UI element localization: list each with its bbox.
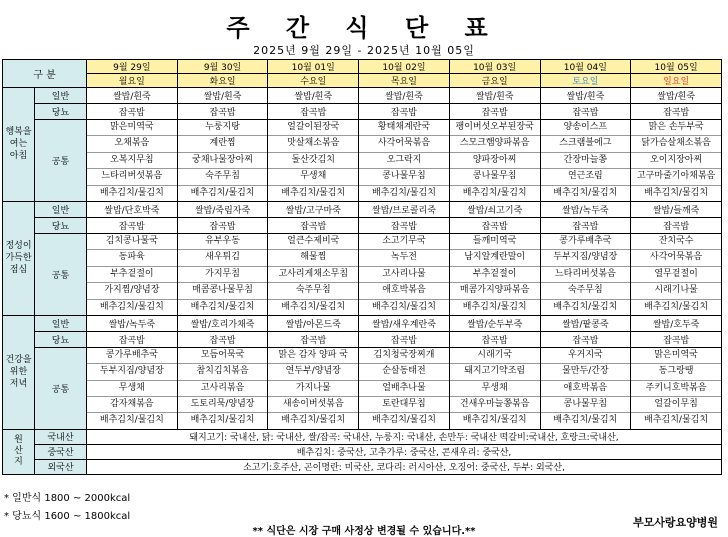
menu-item: 부추겉절이 [87, 267, 177, 283]
china-origin-text: 배추김치: 중국산, 고추가루: 중국산, 콘새우리: 중국산, [87, 444, 722, 459]
menu-item: 쌀밥/단호박죽 [87, 201, 178, 217]
day-header: 수요일 [268, 74, 359, 88]
hospital-name: 부모사랑요양병원 [632, 516, 718, 529]
day-header: 월요일 [87, 74, 178, 88]
menu-item: 소고기무국 [359, 234, 449, 250]
diabetic-label: 당뇨 [35, 104, 87, 120]
menu-item: 들깨미역국 [450, 234, 540, 250]
menu-item: 배추김치/물김치 [99, 301, 164, 312]
menu-item: 배추김치/물김치 [190, 301, 255, 312]
menu-item: 숙주무침 [541, 283, 631, 299]
menu-item: 배추김치/물김치 [99, 187, 164, 198]
menu-item: 잡곡밥 [87, 104, 178, 120]
common-label: 공통 [35, 347, 87, 429]
menu-item: 잡곡밥 [268, 104, 359, 120]
menu-item: 시래기나물 [631, 283, 721, 299]
menu-item: 잡곡밥 [631, 104, 722, 120]
menu-item: 고구마줄기아채볶음 [631, 169, 721, 185]
menu-item: 두부지짐/양념장 [87, 364, 177, 380]
menu-item: 부추겉절이 [450, 267, 540, 283]
menu-item: 잡곡밥 [87, 217, 178, 233]
menu-item: 잡곡밥 [177, 331, 268, 347]
general-calorie-note: * 일반식 1800 ~ 2000kcal [4, 493, 131, 504]
foreign-origin-label: 외국산 [35, 459, 87, 474]
menu-item: 맑은미역국 [631, 348, 721, 364]
menu-item: 황태채계란국 [359, 120, 449, 136]
menu-item: 오이지장아찌 [631, 153, 721, 169]
menu-item: 양파장아찌 [450, 153, 540, 169]
menu-item: 얼배추나물 [359, 381, 449, 397]
menu-item: 느타리버섯볶음 [87, 169, 177, 185]
menu-item: 배추김치/물김치 [462, 415, 527, 426]
menu-item: 잡곡밥 [540, 331, 631, 347]
menu-item: 오그락지 [359, 153, 449, 169]
menu-item: 오채볶음 [87, 136, 177, 152]
menu-item: 잡곡밥 [631, 217, 722, 233]
menu-item: 연근조림 [541, 169, 631, 185]
menu-cell [359, 233, 450, 315]
menu-item: 쌀밥/흰죽 [449, 88, 540, 104]
menu-item: 누룽지탕 [178, 120, 268, 136]
date-header: 9월 29일 [87, 60, 178, 74]
menu-item: 쌀밥/고구마죽 [268, 201, 359, 217]
menu-item: 배추김치/물김치 [372, 301, 436, 312]
menu-item: 배추김치/물김치 [553, 187, 618, 198]
menu-item: 동그랑땡 [631, 364, 721, 380]
domestic-origin-text: 돼지고기: 국내산, 닭: 국내산, 쌀/잡곡: 국내산, 누룽지: 국내산, 손만두: 국내산 떡갈비:국내산, 호랑크:국내산, [87, 429, 722, 444]
menu-item: 김치콩나물국 [87, 234, 177, 250]
menu-cell [631, 233, 722, 315]
menu-item: 쌀밥/흰죽 [359, 88, 450, 104]
menu-cell [87, 233, 178, 315]
menu-cell [449, 120, 540, 202]
menu-item: 잔치국수 [631, 234, 721, 250]
menu-cell [268, 120, 359, 202]
menu-item: 배추김치/물김치 [644, 301, 709, 312]
menu-cell [268, 233, 359, 315]
menu-item: 쌀밥/흰죽 [87, 88, 178, 104]
page-title: 주 간 식 단 표 [226, 14, 502, 42]
date-header: 10월 04일 [540, 60, 631, 74]
menu-item: 양송이스프 [541, 120, 631, 136]
menu-item: 배추김치/물김치 [553, 415, 618, 426]
menu-item: 쌀밥/호두죽 [631, 315, 722, 331]
date-header: 9월 30일 [177, 60, 268, 74]
menu-item: 계란찜 [178, 136, 268, 152]
menu-item: 돼지고기약조림 [450, 364, 540, 380]
menu-item: 쌀밥/녹두죽 [540, 201, 631, 217]
menu-item: 잡곡밥 [268, 217, 359, 233]
menu-item: 쌀밥/아몬드죽 [268, 315, 359, 331]
menu-item: 감자채볶음 [87, 397, 177, 413]
menu-item: 배추김치/물김치 [190, 415, 255, 426]
menu-item: 배추김치/물김치 [281, 301, 346, 312]
diabetic-calorie-note: * 당뇨식 1600 ~ 1800kcal [4, 511, 131, 522]
menu-item: 잡곡밥 [359, 217, 450, 233]
menu-cell [449, 233, 540, 315]
day-header: 금요일 [449, 74, 540, 88]
menu-item: 잡곡밥 [449, 331, 540, 347]
menu-item: 남지알계란말이 [450, 250, 540, 266]
menu-item: 토란대무침 [359, 397, 449, 413]
menu-cell [359, 120, 450, 202]
menu-item: 가지무침 [178, 267, 268, 283]
menu-item: 참치김치볶음 [178, 364, 268, 380]
menu-cell [449, 347, 540, 429]
menu-item: 순살동태전 [359, 364, 449, 380]
menu-item: 유부우동 [178, 234, 268, 250]
menu-item: 새송이버섯볶음 [268, 397, 358, 413]
menu-item: 무생채 [450, 381, 540, 397]
diabetic-label: 당뇨 [35, 217, 87, 233]
menu-item: 쌀밥/흰죽 [177, 88, 268, 104]
day-header: 일요일 [631, 74, 722, 88]
menu-item: 연두부/양념장 [268, 364, 358, 380]
menu-item: 배추김치/물김치 [462, 187, 527, 198]
menu-item: 열무겉절이 [631, 267, 721, 283]
menu-item: 맑은 감자 양파 국 [268, 348, 358, 364]
menu-item: 스크램블에그 [541, 136, 631, 152]
menu-item: 배추김치/물김치 [281, 187, 346, 198]
menu-item: 고사리나물 [359, 267, 449, 283]
menu-item: 무생채 [87, 381, 177, 397]
menu-item: 맑은 손두부국 [631, 120, 721, 136]
menu-item: 오복지무침 [87, 153, 177, 169]
common-label: 공통 [35, 233, 87, 315]
menu-item: 간장마늘쫑 [541, 153, 631, 169]
menu-item: 우거지국 [541, 348, 631, 364]
menu-item: 사각어묵볶음 [631, 250, 721, 266]
menu-item: 쌀밥/들깨죽 [631, 201, 722, 217]
menu-item: 가지찜/양념장 [87, 283, 177, 299]
menu-item: 쌀밥/흰죽 [540, 88, 631, 104]
origin-label: 원 산 지 [3, 429, 35, 474]
general-label: 일반 [35, 88, 87, 104]
general-label: 일반 [35, 315, 87, 331]
menu-item: 매콤가지양파볶음 [450, 283, 540, 299]
menu-item: 콩나물무침 [359, 169, 449, 185]
dinner-label: 건강을 위한 저녁 [3, 315, 35, 429]
breakfast-label: 행복을 여는 아침 [3, 88, 35, 202]
menu-item: 배추김치/물김치 [372, 187, 436, 198]
menu-item: 모듬어묵국 [178, 348, 268, 364]
menu-cell [631, 347, 722, 429]
menu-cell [268, 347, 359, 429]
group-header: 구 분 [3, 60, 87, 88]
menu-item: 숙주무침 [268, 283, 358, 299]
menu-item: 얼갈이무침 [631, 397, 721, 413]
foreign-origin-text: 소고기:호주산, 곤이명란: 미국산, 코다리: 러시아산, 오징어: 중국산, 두부: 외국산, [87, 459, 722, 474]
menu-item: 쌀밥/죽림자죽 [177, 201, 268, 217]
date-header: 10월 05일 [631, 60, 722, 74]
menu-item: 애호박볶음 [541, 381, 631, 397]
menu-item: 닭가슴살채소볶음 [631, 136, 721, 152]
menu-item: 해물찜 [268, 250, 358, 266]
menu-cell [631, 120, 722, 202]
menu-item: 돌산갓김치 [268, 153, 358, 169]
day-header: 화요일 [177, 74, 268, 88]
menu-cell [87, 120, 178, 202]
date-range: 2025년 9월 29일 - 2025년 10월 05일 [253, 44, 475, 57]
menu-item: 매콤콩나물무침 [178, 283, 268, 299]
date-header: 10월 02일 [359, 60, 450, 74]
menu-item: 콩가루배추국 [541, 234, 631, 250]
menu-cell [540, 347, 631, 429]
menu-item: 잡곡밥 [540, 217, 631, 233]
menu-cell [177, 120, 268, 202]
china-origin-label: 중국산 [35, 444, 87, 459]
menu-item: 잡곡밥 [359, 331, 450, 347]
menu-item: 쌀밥/흰죽 [631, 88, 722, 104]
menu-cell [177, 233, 268, 315]
menu-item: 도토리묵/양념장 [178, 397, 268, 413]
menu-item: 쌀밥/새우계란죽 [359, 315, 450, 331]
menu-item: 쌀밥/브로콜리죽 [359, 201, 450, 217]
menu-item: 무생채 [268, 169, 358, 185]
day-header: 토요일 [540, 74, 631, 88]
menu-item: 콩나물무침 [541, 397, 631, 413]
menu-item: 배추김치/물김치 [553, 301, 618, 312]
menu-item: 쌀밥/순두부죽 [449, 315, 540, 331]
general-label: 일반 [35, 201, 87, 217]
lunch-label: 정성이 가득한 점심 [3, 201, 35, 315]
menu-item: 잡곡밥 [449, 104, 540, 120]
menu-item: 잡곡밥 [87, 331, 178, 347]
menu-item: 느타리버섯볶음 [541, 267, 631, 283]
menu-item: 가지나물 [268, 381, 358, 397]
menu-item: 배추김치/물김치 [281, 415, 346, 426]
menu-item: 쌀밥/흰죽 [268, 88, 359, 104]
menu-item: 숙주무침 [178, 169, 268, 185]
menu-item: 고사리볶음 [178, 381, 268, 397]
menu-item: 물만두/간장 [541, 364, 631, 380]
menu-cell [177, 347, 268, 429]
menu-cell [87, 347, 178, 429]
common-label: 공통 [35, 120, 87, 202]
menu-item: 주키니호박볶음 [631, 381, 721, 397]
menu-item: 얼갈이된장국 [268, 120, 358, 136]
menu-item: 콩나물무침 [450, 169, 540, 185]
menu-item: 잡곡밥 [540, 104, 631, 120]
menu-item: 스모크햄양파볶음 [450, 136, 540, 152]
diabetic-label: 당뇨 [35, 331, 87, 347]
menu-item: 배추김치/물김치 [190, 187, 255, 198]
menu-item: 배추김치/물김치 [372, 415, 436, 426]
calorie-notes [4, 490, 130, 526]
menu-item: 맑은미역국 [87, 120, 177, 136]
menu-item: 녹두전 [359, 250, 449, 266]
menu-cell [359, 347, 450, 429]
menu-item: 두부지짐/양념장 [541, 250, 631, 266]
menu-item: 잡곡밥 [631, 331, 722, 347]
menu-item: 시래기국 [450, 348, 540, 364]
menu-cell [540, 233, 631, 315]
menu-item: 콩가루배추국 [87, 348, 177, 364]
menu-item: 배추김치/물김치 [644, 415, 709, 426]
menu-item: 잡곡밥 [177, 217, 268, 233]
weekly-menu-table [2, 59, 722, 475]
menu-item: 배추김치/물김치 [644, 187, 709, 198]
menu-item: 사각어묵볶음 [359, 136, 449, 152]
menu-item: 쌀밥/호리가채죽 [177, 315, 268, 331]
menu-item: 건새우마늘쫑볶음 [450, 397, 540, 413]
menu-item: 동파육 [87, 250, 177, 266]
date-header: 10월 03일 [449, 60, 540, 74]
menu-item: 잡곡밥 [359, 104, 450, 120]
menu-item: 잡곡밥 [177, 104, 268, 120]
menu-cell [540, 120, 631, 202]
change-notice: ** 식단은 시장 구매 사정상 변경될 수 있습니다.** [252, 526, 476, 537]
menu-item: 쌀밥/녹두죽 [87, 315, 178, 331]
menu-item: 얼큰수제비국 [268, 234, 358, 250]
menu-item: 팽이버섯오부된장국 [450, 120, 540, 136]
menu-item: 김치청국장찌개 [359, 348, 449, 364]
menu-item: 궁채나물장아찌 [178, 153, 268, 169]
menu-item: 쌀밥/팥콩죽 [540, 315, 631, 331]
day-header: 목요일 [359, 74, 450, 88]
menu-item: 맛살채소볶음 [268, 136, 358, 152]
menu-item: 배추김치/물김치 [462, 301, 527, 312]
menu-item: 잡곡밥 [449, 217, 540, 233]
menu-item: 쌀밥/쇠고기죽 [449, 201, 540, 217]
menu-item: 잡곡밥 [268, 331, 359, 347]
domestic-origin-label: 국내산 [35, 429, 87, 444]
menu-item: 애호박볶음 [359, 283, 449, 299]
menu-item: 고사리게채소무침 [268, 267, 358, 283]
date-header: 10월 01일 [268, 60, 359, 74]
menu-item: 배추김치/물김치 [99, 415, 164, 426]
menu-item: 새우튀김 [178, 250, 268, 266]
